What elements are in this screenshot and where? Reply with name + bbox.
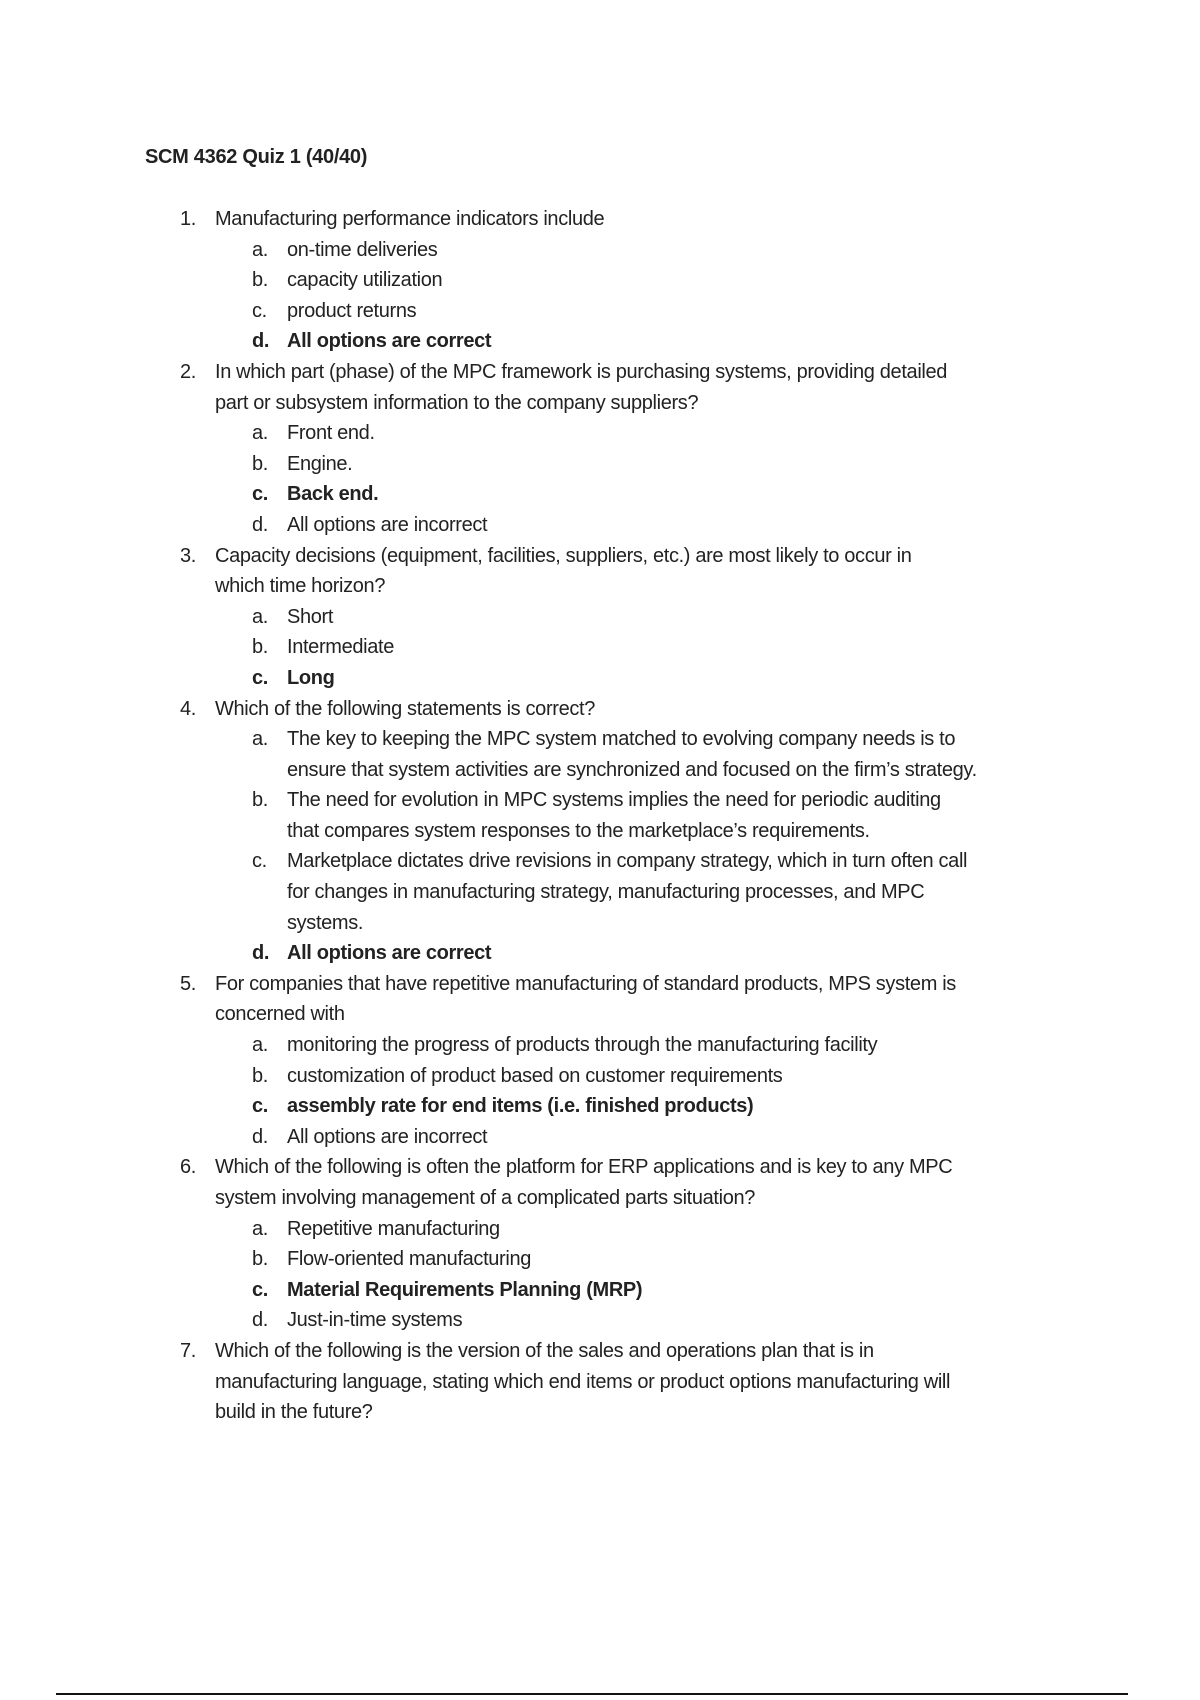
option-letter: a.: [252, 728, 268, 751]
option-text-line: Marketplace dictates drive revisions in company strategy, which in turn often call: [287, 850, 968, 873]
answer-option-correct: [0, 326, 1200, 357]
option-text-line: capacity utilization: [287, 269, 443, 292]
option-text: [287, 296, 1200, 327]
answer-option-correct: [0, 479, 1200, 510]
option-letter: c.: [252, 1095, 268, 1118]
question-text-line: Capacity decisions (equipment, facilities, suppliers, etc.) are most likely to occur in: [215, 544, 912, 567]
option-text: [287, 326, 1200, 357]
option-text-line: Flow-oriented manufacturing: [287, 1248, 532, 1271]
question-number: 2.: [180, 360, 196, 383]
quiz-title: SCM 4362 Quiz 1 (40/40): [145, 146, 368, 168]
option-text-line: Material Requirements Planning (MRP): [287, 1278, 643, 1301]
option-letter: a.: [252, 238, 268, 261]
answer-option: [0, 1214, 1200, 1245]
option-letter: a.: [252, 1217, 268, 1240]
option-letter: b.: [252, 1248, 268, 1271]
option-text-line: Back end.: [287, 483, 379, 506]
option-text: [287, 510, 1200, 541]
answer-option: [0, 846, 1200, 938]
answer-option: [0, 602, 1200, 633]
option-text: [287, 1061, 1200, 1092]
answer-option-correct: [0, 938, 1200, 969]
option-text: [287, 1122, 1200, 1153]
question-number: 4.: [180, 697, 196, 720]
page-bottom-rule: [56, 1693, 1128, 1695]
question-number: 7.: [180, 1339, 196, 1362]
option-letter: a.: [252, 1034, 268, 1057]
answer-option: [0, 724, 1200, 785]
option-text-line: Long: [287, 666, 335, 689]
answer-option: [0, 1305, 1200, 1336]
question: [0, 694, 1200, 725]
question-text-line: Manufacturing performance indicators include: [215, 208, 605, 230]
option-text: [287, 846, 1200, 938]
question-number: 6.: [180, 1156, 196, 1179]
option-text-line: systems.: [287, 911, 364, 934]
question-text: [215, 1336, 1200, 1428]
option-text-line: monitoring the progress of products through the manufacturing facility: [287, 1034, 878, 1057]
option-text-line: Front end.: [287, 422, 375, 445]
option-text: [287, 724, 1200, 785]
option-text: [287, 1214, 1200, 1245]
question-text: [215, 204, 1200, 235]
option-letter: c.: [252, 1278, 268, 1301]
option-letter: a.: [252, 605, 268, 628]
question-text: [215, 694, 1200, 725]
answer-option: [0, 1061, 1200, 1092]
option-text: [287, 449, 1200, 480]
option-text: [287, 632, 1200, 663]
question: [0, 969, 1200, 1030]
answer-option: [0, 632, 1200, 663]
option-letter: a.: [252, 422, 268, 445]
answer-option: [0, 296, 1200, 327]
answer-option: [0, 449, 1200, 480]
option-text-line: All options are incorrect: [287, 513, 488, 536]
option-text: [287, 265, 1200, 296]
question-text-line: which time horizon?: [215, 575, 386, 598]
option-letter: d.: [252, 1309, 268, 1332]
option-letter: c.: [252, 483, 268, 506]
option-letter: c.: [252, 666, 268, 689]
option-text: [287, 663, 1200, 694]
question: [0, 204, 1200, 235]
option-text: [287, 785, 1200, 846]
question-text-line: concerned with: [215, 1003, 345, 1026]
option-letter: b.: [252, 789, 268, 812]
option-letter: c.: [252, 850, 267, 873]
option-text-line: The key to keeping the MPC system matched to evolving company needs is to: [287, 728, 956, 751]
option-text: [287, 1091, 1200, 1122]
question-text-line: system involving management of a complicated parts situation?: [215, 1187, 756, 1209]
question-text: [215, 357, 1200, 418]
answer-option-correct: [0, 1091, 1200, 1122]
option-letter: d.: [252, 513, 268, 536]
option-text-line: The need for evolution in MPC systems implies the need for periodic auditing: [287, 789, 941, 812]
question-number: 5.: [180, 972, 196, 995]
answer-option: [0, 1244, 1200, 1275]
option-text-line: for changes in manufacturing strategy, manufacturing processes, and MPC: [287, 881, 925, 904]
option-text-line: that compares system responses to the marketplace’s requirements.: [287, 819, 870, 842]
answer-option: [0, 785, 1200, 846]
answer-option-correct: [0, 663, 1200, 694]
option-text-line: All options are incorrect: [287, 1125, 488, 1148]
option-text: [287, 602, 1200, 633]
option-text-line: Engine.: [287, 452, 353, 475]
option-text-line: customization of product based on customer requirements: [287, 1064, 783, 1087]
question-text-line: Which of the following is often the platform for ERP applications and is key to any MPC: [215, 1156, 953, 1179]
option-text-line: Just-in-time systems: [287, 1309, 463, 1332]
answer-option: [0, 265, 1200, 296]
option-text: [287, 1030, 1200, 1061]
question: [0, 1152, 1200, 1213]
option-text: [287, 1244, 1200, 1275]
option-text: [287, 235, 1200, 266]
option-text: [287, 479, 1200, 510]
option-text-line: ensure that system activities are synchronized and focused on the firm’s strategy.: [287, 758, 977, 781]
option-text-line: Intermediate: [287, 636, 394, 659]
question-text-line: In which part (phase) of the MPC framework is purchasing systems, providing detailed: [215, 360, 948, 383]
question-list: [0, 204, 1200, 1428]
question: [0, 357, 1200, 418]
option-text-line: product returns: [287, 299, 417, 322]
option-letter: b.: [252, 1064, 268, 1087]
option-letter: b.: [252, 269, 268, 292]
option-letter: d.: [252, 1125, 268, 1148]
answer-option: [0, 1122, 1200, 1153]
question-text-line: build in the future?: [215, 1401, 373, 1424]
question-text: [215, 541, 1200, 602]
question-text-line: part or subsystem information to the company suppliers?: [215, 391, 699, 414]
option-letter: b.: [252, 452, 268, 475]
option-text-line: All options are correct: [287, 330, 492, 353]
option-text-line: Short: [287, 605, 334, 628]
answer-option: [0, 418, 1200, 449]
option-letter: b.: [252, 636, 268, 659]
question-number: 1.: [180, 208, 196, 230]
option-text-line: All options are correct: [287, 942, 492, 965]
option-text-line: assembly rate for end items (i.e. finished products): [287, 1095, 754, 1118]
question: [0, 1336, 1200, 1428]
option-text: [287, 418, 1200, 449]
option-text: [287, 938, 1200, 969]
question-number: 3.: [180, 544, 196, 567]
question-text-line: For companies that have repetitive manufacturing of standard products, MPS system is: [215, 972, 956, 995]
option-text-line: Repetitive manufacturing: [287, 1217, 500, 1240]
question: [0, 541, 1200, 602]
answer-option: [0, 1030, 1200, 1061]
option-text: [287, 1275, 1200, 1306]
option-text: [287, 1305, 1200, 1336]
question-text-line: Which of the following is the version of the sales and operations plan that is in: [215, 1339, 874, 1362]
answer-option: [0, 510, 1200, 541]
answer-option: [0, 235, 1200, 266]
option-letter: c.: [252, 299, 267, 322]
option-text-line: on-time deliveries: [287, 238, 438, 261]
question-text: [215, 1152, 1200, 1213]
question-text-line: manufacturing language, stating which end items or product options manufacturing will: [215, 1370, 951, 1393]
option-letter: d.: [252, 942, 270, 965]
question-text: [215, 969, 1200, 1030]
answer-option-correct: [0, 1275, 1200, 1306]
question-text-line: Which of the following statements is correct?: [215, 697, 595, 720]
option-letter: d.: [252, 330, 270, 353]
